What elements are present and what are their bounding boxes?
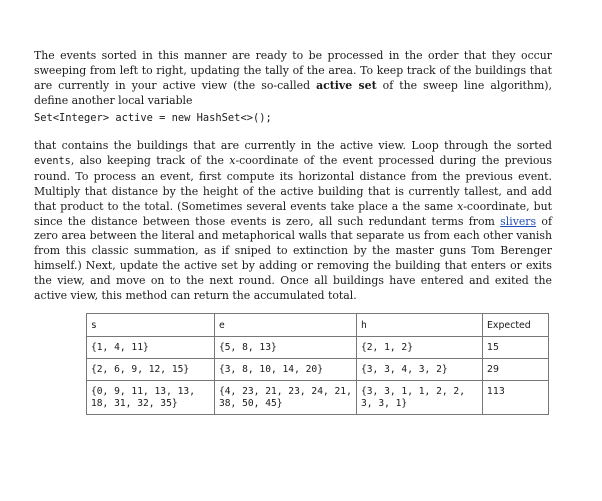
header-h: h xyxy=(357,314,483,337)
table-row xyxy=(87,337,549,359)
cell-e: {3, 8, 10, 14, 20} xyxy=(215,359,357,381)
intro-paragraph xyxy=(34,49,552,109)
algorithm-paragraph xyxy=(34,139,552,304)
algorithm-text-4: -coordinate, but since the distance between those events is zero, all such redundant terms from xyxy=(34,199,552,228)
intro-text-end: of the sweep line algorithm), define another local variable xyxy=(34,78,552,107)
slivers-link[interactable]: slivers xyxy=(500,214,537,228)
active-set-term: active set xyxy=(316,78,377,92)
algorithm-text-1: that contains the buildings that are currently in the active view. Loop through the sorted xyxy=(34,139,552,152)
cell-s: {2, 6, 9, 12, 15} xyxy=(87,359,215,381)
algorithm-text-5: of zero area between the literal and metaphorical walls that separate us from each other vanish from this classic summation, as if sniped to extinction by the master guns Tom Berenger himself.) Next, update the active set by adding or removing the building that enters or exits the view, and move on to the next round. Once all buildings have entered and exited the active view, this method can return the accumulated total. xyxy=(34,214,553,303)
cell-expected: 15 xyxy=(483,337,549,359)
x-variable: x xyxy=(229,153,236,167)
table-header-row xyxy=(87,314,549,337)
algorithm-text-2: , also keeping track of the xyxy=(70,153,230,167)
cell-h: {3, 3, 1, 1, 2, 2, 3, 3, 1} xyxy=(357,381,483,415)
code-snippet: Set<Integer> active = new HashSet<>(); xyxy=(34,112,272,124)
header-s: s xyxy=(87,314,215,337)
cell-expected: 29 xyxy=(483,359,549,381)
table-row xyxy=(87,381,549,415)
algorithm-text-3: -coordinate of the event processed during the previous round. To process an event, first compute its horizontal distance from the previous event. Multiply that distance by the height of the active building that is currently tallest, and add that product to the total. (Sometimes several events take place a the same xyxy=(34,153,553,213)
cell-e: {4, 23, 21, 23, 24, 21, 38, 50, 45} xyxy=(215,381,357,415)
cell-s: {1, 4, 11} xyxy=(87,337,215,359)
cell-h: {3, 3, 4, 3, 2} xyxy=(357,359,483,381)
cell-s: {0, 9, 11, 13, 13, 18, 31, 32, 35} xyxy=(87,381,215,415)
events-code: events xyxy=(34,155,71,167)
test-cases-table xyxy=(86,313,549,415)
x-variable: x xyxy=(457,199,464,213)
header-e: e xyxy=(215,314,357,337)
cell-expected: 113 xyxy=(483,381,549,415)
table-row xyxy=(87,359,549,381)
header-expected: Expected xyxy=(483,314,549,337)
cell-e: {5, 8, 13} xyxy=(215,337,357,359)
cell-h: {2, 1, 2} xyxy=(357,337,483,359)
intro-text: The events sorted in this manner are ready to be processed in the order that they occur sweeping from left to right, updating the tally of the area. To keep track of the buildings that are currently in your active view (the so-called xyxy=(34,49,552,92)
